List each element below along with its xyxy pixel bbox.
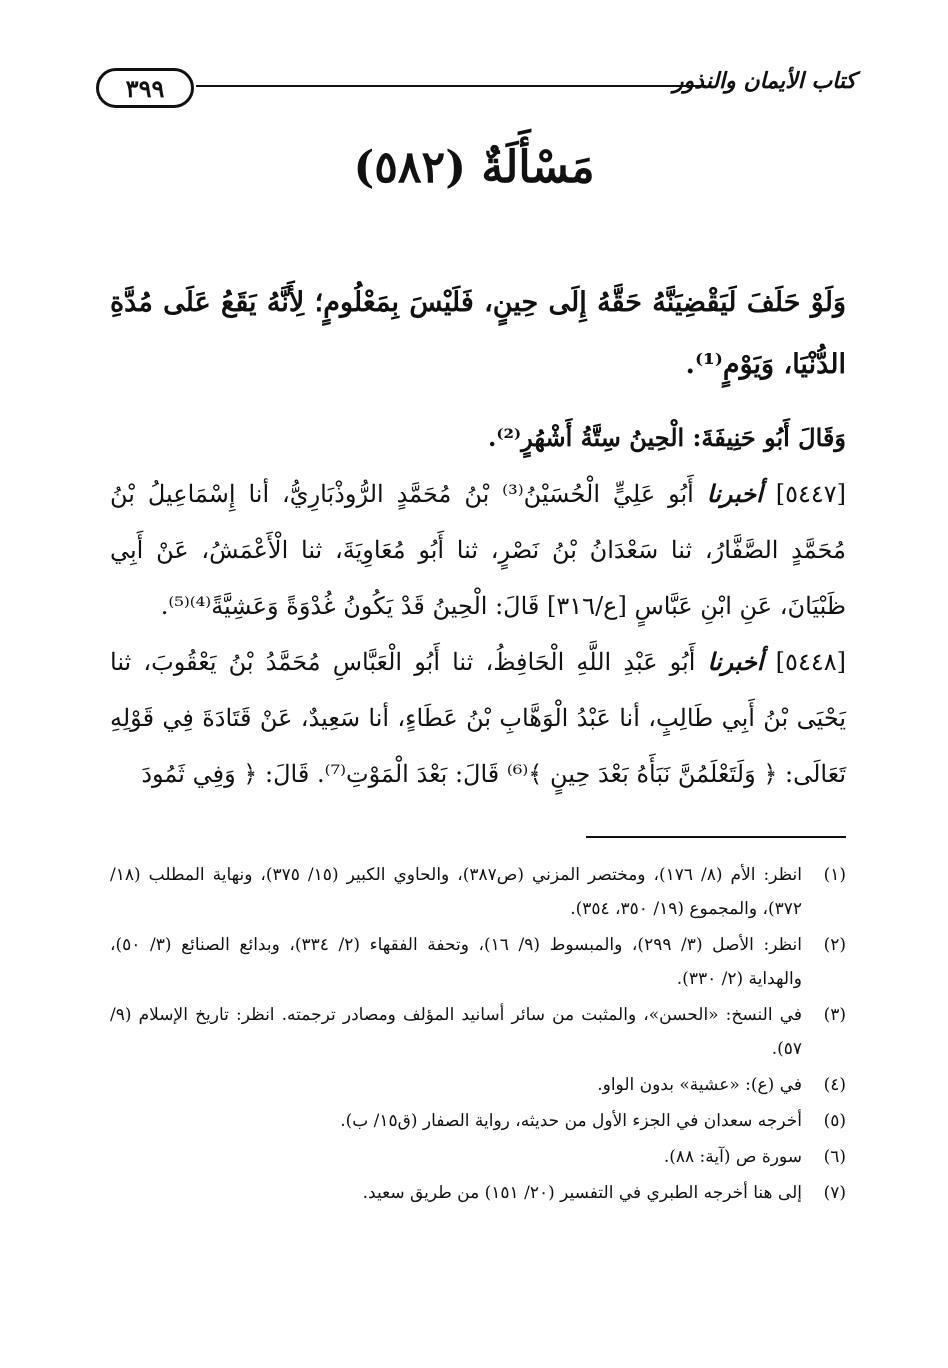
report-number: [٥٤٤٧] [775,480,846,508]
main-text [110,272,846,802]
report-lead: أخبرنا [706,479,763,508]
footnote-item [110,998,846,1066]
footnote-item [110,858,846,926]
ruling-text: وَلَوْ حَلَفَ لَيَقْضِيَنَّهُ حَقَّهُ إِلَى حِينٍ، فَلَيْسَ بِمَعْلُومٍ؛ لِأَنَّهُ يَقَعُ عَلَى مُدَّةِ الدُّنْيَا، وَيَوْمٍ⁽¹⁾. [110,287,846,380]
page-number: ٣٩٩ [96,68,194,108]
footnote-number: (٦) [823,1147,846,1167]
footnote-number: (٣) [823,1005,846,1025]
footnote-number: (١) [823,865,846,885]
footnotes [110,858,846,1212]
report-text: أَبُو عَلِيٍّ الْحُسَيْنُ⁽³⁾ بْنُ مُحَمَّدٍ الرُّوذْبَارِيُّ، أنا إِسْمَاعِيلُ بْنُ مُحَمَّدٍ الصَّفَّارُ، ثنا سَعْدَانُ بْنُ نَصْرٍ، ثنا أَبُو مُعَاوِيَةَ، ثنا الْأَعْمَشُ، عَنْ أَبِي ظَبْيَانَ، عَنِ ابْنِ عَبَّاسٍ [ع/٣١٦] قَالَ: الْحِينُ قَدْ يَكُونُ غُدْوَةً وَعَشِيَّةً⁽⁴⁾⁽⁵⁾. [110,480,846,620]
header-rule [196,85,706,87]
footnote-number: (٤) [823,1075,846,1095]
footnote-text: في النسخ: «الحسن»، والمثبت من سائر أسانيد المؤلف ومصادر ترجمته. انظر: تاريخ الإسلام (٩/ ٥٧). [110,1005,802,1059]
footnote-text: سورة ص (آية: ٨٨). [663,1147,802,1167]
footnote-text: انظر: الأم (٨/ ١٧٦)، ومختصر المزني (ص٣٨٧)، والحاوي الكبير (١٥/ ٣٧٥)، ونهاية المطلب (١٨/ ٣٧٢)، والمجموع (١٩/ ٣٥٠، ٣٥٤). [110,865,802,919]
footnote-item [110,1140,846,1174]
report-text: أَبُو عَبْدِ اللَّهِ الْحَافِظُ، ثنا أَبُو الْعَبَّاسِ مُحَمَّدُ بْنُ يَعْقُوبَ، ثنا يَحْيَى بْنُ أَبِي طَالِبٍ، أنا عَبْدُ الْوَهَّابِ بْنُ عَطَاءٍ، أنا سَعِيدٌ، عَنْ قَتَادَةَ فِي قَوْلِهِ تَعَالَى: ﴿ وَلَتَعْلَمُنَّ نَبَأَهُ بَعْدَ حِينٍ ﴾⁽⁶⁾ قَالَ: بَعْدَ الْمَوْتِ⁽⁷⁾. قَالَ: ﴿ وَفِي ثَمُودَ [110,648,846,788]
footnote-text: انظر: الأصل (٣/ ٢٩٩)، والمبسوط (٩/ ١٦)، وتحفة الفقهاء (٢/ ٣٣٤)، وبدائع الصنائع (٣/ ٥٠)، والهداية (٢/ ٣٣٠). [110,935,802,989]
opinion-text: وَقَالَ أَبُو حَنِيفَةَ: الْحِينُ سِتَّةُ أَشْهُرٍ⁽²⁾. [488,423,846,452]
footnote-text: في (ع): «عشية» بدون الواو. [597,1075,802,1095]
book-title: كتاب الأيمان والنذور [672,68,856,94]
footnote-item [110,1176,846,1210]
footnote-item [110,928,846,996]
page-header [96,62,856,110]
report-5448 [110,634,846,802]
footnote-text: أخرجه سعدان في الجزء الأول من حديثه، رواية الصفار (ق١٥/ ب). [340,1111,802,1131]
footnote-separator [586,836,846,838]
footnote-text: إلى هنا أخرجه الطبري في التفسير (٢٠/ ١٥١) من طريق سعيد. [362,1183,802,1203]
footnote-item [110,1068,846,1102]
footnote-number: (٥) [823,1111,846,1131]
footnote-item [110,1104,846,1138]
report-number: [٥٤٤٨] [775,648,846,676]
report-lead: أخبرنا [707,647,764,676]
footnote-number: (٢) [823,935,846,955]
report-5447 [110,466,846,634]
issue-title: مَسْأَلَةٌ (٥٨٢) [353,142,595,193]
footnote-number: (٧) [823,1183,846,1203]
